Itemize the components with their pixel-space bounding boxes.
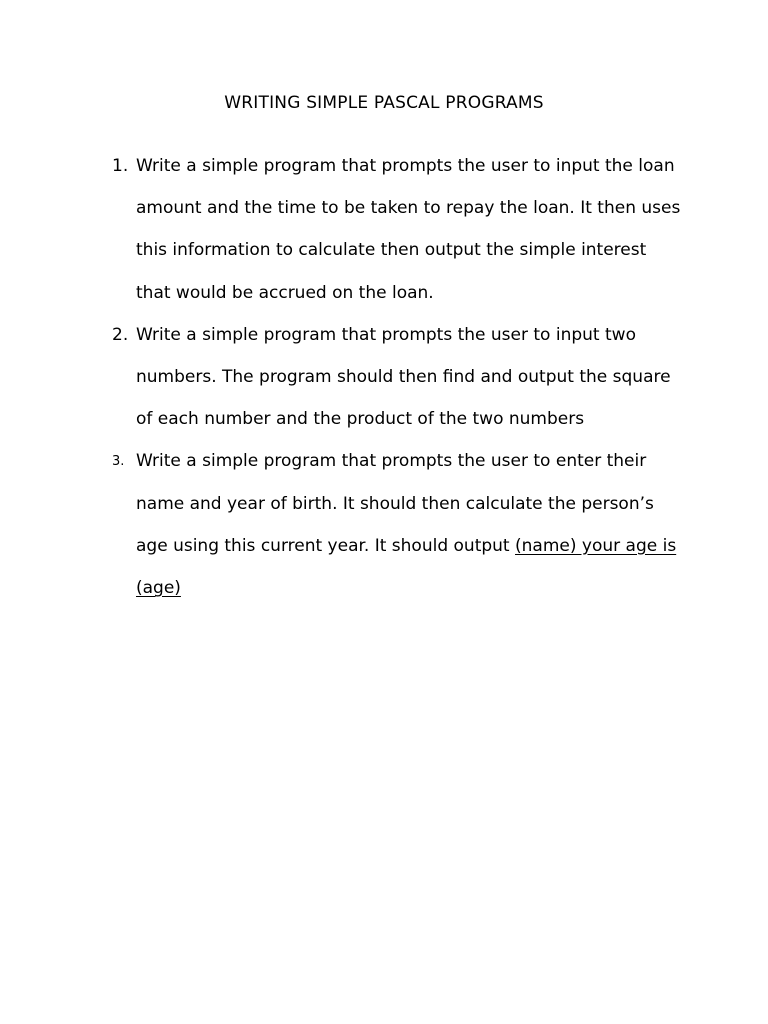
item-text: Write a simple program that prompts the user to input the loan amount and the time to be taken to repay the loan. It then uses this information to calculate then output the simple interest that would be accrued on the loan. [136,156,681,303]
item-text-container [136,440,686,609]
item-number: 1. [112,156,129,176]
exercise-list [0,145,768,609]
list-item [0,314,768,441]
document-title: WRITING SIMPLE PASCAL PROGRAMS [224,93,544,113]
item-text: Write a simple program that prompts the user to enter their name and year of birth. It should then calculate the person’s age using this current year. It should output [136,451,654,556]
output-format-text: (name) your age is (age) [136,535,677,599]
list-item [0,440,768,609]
item-text: Write a simple program that prompts the user to input two numbers. The program should then find and output the square of each number and the product of the two numbers [136,324,671,430]
item-number: 3. [112,454,125,470]
list-item [0,145,768,314]
item-number: 2. [112,324,129,345]
